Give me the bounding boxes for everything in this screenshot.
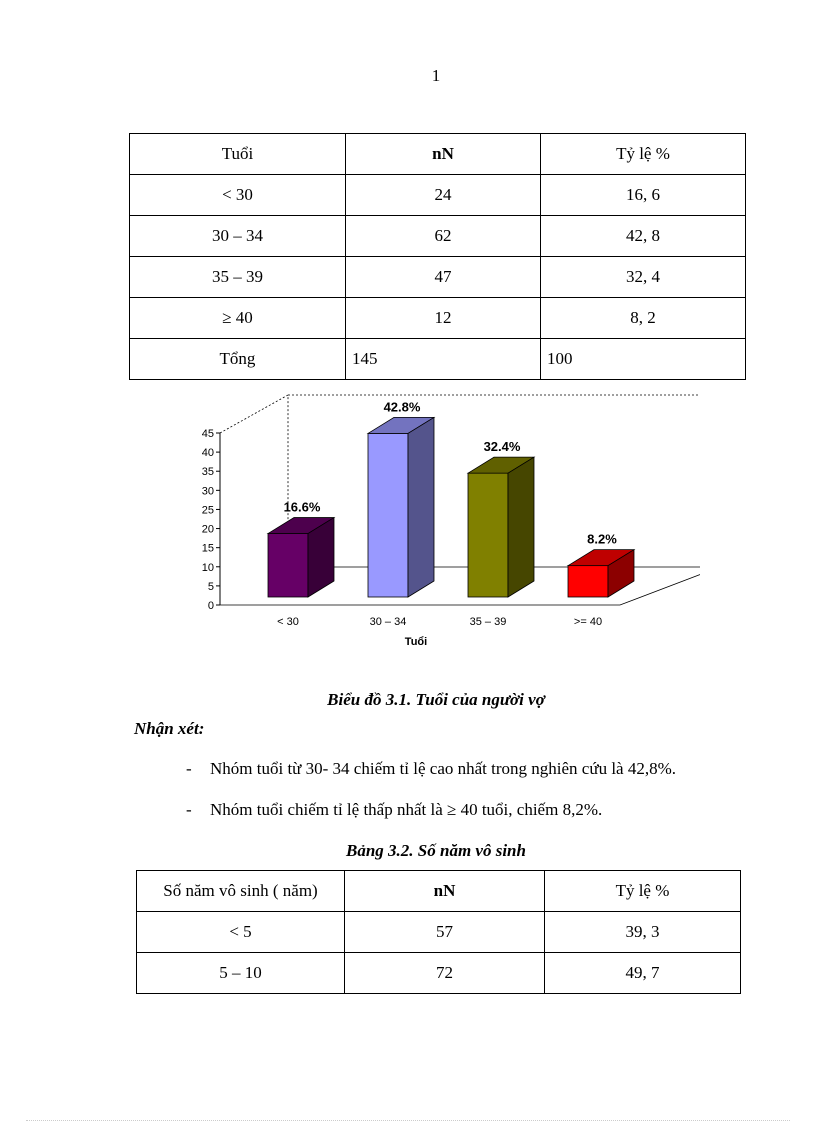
bar — [268, 500, 334, 597]
bar-front — [468, 473, 508, 597]
y-tick-label: 35 — [201, 466, 214, 479]
y-tick-label: 45 — [201, 428, 214, 440]
chart-caption: Biểu đồ 3.1. Tuổi của người vợ — [327, 690, 545, 709]
table-row — [130, 257, 746, 298]
header-cell: Tỷ lệ % — [545, 871, 741, 912]
bullet-text: Nhóm tuổi từ 30- 34 chiếm tỉ lệ cao nhất trong nghiên cứu là 42,8%. — [210, 759, 676, 778]
bar — [568, 532, 634, 597]
table-cell: 32, 4 — [541, 257, 746, 298]
y-tick-label: 30 — [201, 485, 214, 498]
y-tick-label: 15 — [201, 542, 214, 555]
table-cell: Tổng — [130, 339, 346, 380]
bar-side — [408, 417, 434, 597]
x-tick-label: 30 – 34 — [369, 616, 407, 628]
page-divider — [26, 1120, 790, 1121]
table-header-row — [137, 871, 741, 912]
table-cell: 42, 8 — [541, 216, 746, 257]
data-label: 42.8% — [383, 399, 421, 415]
header-cell: nN — [345, 871, 545, 912]
x-axis-title: Tuổi — [404, 636, 428, 648]
table-cell: 145 — [346, 339, 541, 380]
table-cell: 30 – 34 — [130, 216, 346, 257]
table-cell: 24 — [346, 175, 541, 216]
bullet-text: Nhóm tuổi chiếm tỉ lệ thấp nhất là ≥ 40 tuổi, chiếm 8,2%. — [210, 800, 603, 819]
y-tick-label: 20 — [201, 523, 214, 536]
header-cell: Số năm vô sinh ( năm) — [137, 871, 345, 912]
table-cell: 57 — [345, 912, 545, 953]
data-label: 16.6% — [283, 499, 321, 515]
table-cell: 5 – 10 — [137, 953, 345, 994]
age-table — [129, 133, 746, 380]
page-number: 1 — [431, 66, 441, 85]
table-cell: < 30 — [130, 175, 346, 216]
table-row — [130, 298, 746, 339]
data-label: 8.2% — [587, 531, 617, 547]
y-tick-label: 0 — [207, 600, 214, 612]
header-cell: Tuổi — [130, 134, 346, 175]
table-cell: 39, 3 — [545, 912, 741, 953]
table-cell: 62 — [346, 216, 541, 257]
data-label: 32.4% — [483, 439, 521, 455]
bullet-dash: - — [186, 800, 192, 819]
x-tick-label: >= 40 — [573, 616, 603, 628]
table-cell: ≥ 40 — [130, 298, 346, 339]
y-axis — [202, 428, 220, 612]
table-cell: 12 — [346, 298, 541, 339]
y-tick-label: 5 — [207, 580, 214, 593]
bullet-dash: - — [186, 759, 192, 778]
bar-side — [508, 457, 534, 597]
table-row — [130, 175, 746, 216]
y-tick-label: 40 — [201, 447, 214, 460]
infertility-years-table — [136, 870, 741, 994]
bar — [368, 399, 434, 597]
table-cell: < 5 — [137, 912, 345, 953]
table-row — [137, 912, 741, 953]
table-cell: 49, 7 — [545, 953, 741, 994]
table-cell: 72 — [345, 953, 545, 994]
x-tick-label: 35 – 39 — [469, 616, 507, 628]
header-cell: Tỷ lệ % — [541, 134, 746, 175]
table-row-total — [130, 339, 746, 380]
bar — [468, 439, 534, 597]
table-cell: 35 – 39 — [130, 257, 346, 298]
remark-heading: Nhận xét: — [134, 719, 205, 738]
table2-caption: Bảng 3.2. Số năm vô sinh — [346, 841, 526, 860]
table-cell: 47 — [346, 257, 541, 298]
table-header-row — [130, 134, 746, 175]
header-cell: nN — [346, 134, 541, 175]
table-cell: 100 — [541, 339, 746, 380]
y-tick-label: 25 — [201, 504, 214, 517]
y-tick-label: 10 — [201, 561, 214, 574]
bar-front — [368, 433, 408, 597]
x-tick-label: < 30 — [277, 616, 299, 628]
age-bar-chart — [180, 390, 700, 660]
table-row — [130, 216, 746, 257]
table-row — [137, 953, 741, 994]
table-cell: 8, 2 — [541, 298, 746, 339]
table-cell: 16, 6 — [541, 175, 746, 216]
bar-front — [268, 534, 308, 597]
bar-front — [568, 566, 608, 597]
x-axis — [277, 616, 602, 628]
